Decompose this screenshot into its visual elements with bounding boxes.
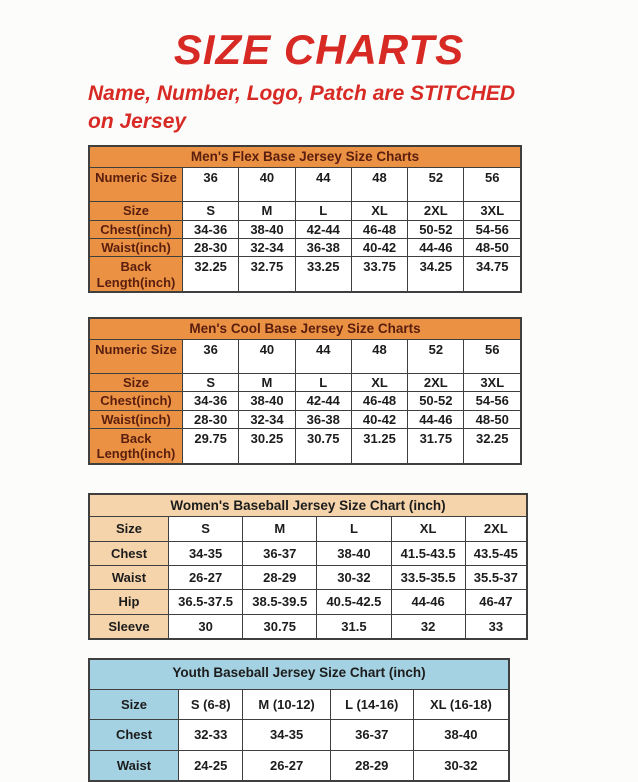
- table-row: [89, 339, 521, 373]
- size-cell: 26-27: [243, 750, 330, 781]
- row-label: Waist: [89, 566, 169, 590]
- size-cell: 28-29: [330, 750, 413, 781]
- row-label: Waist(inch): [89, 410, 183, 428]
- table-row: [89, 168, 521, 202]
- size-cell: 43.5-45: [465, 541, 527, 565]
- size-cell: L: [295, 373, 351, 391]
- subtitle-line-1: Name, Number, Logo, Patch are STITCHED: [88, 82, 516, 105]
- row-label: Chest(inch): [89, 220, 183, 238]
- size-cell: 38-40: [317, 541, 391, 565]
- size-cell: 40: [239, 168, 295, 202]
- size-cell: 56: [464, 168, 521, 202]
- table-row: [89, 410, 521, 428]
- size-cell: 36-37: [243, 541, 317, 565]
- table-row: [89, 566, 527, 590]
- subtitle-line-2: on Jersey: [88, 109, 187, 133]
- size-cell: 40-42: [351, 239, 407, 257]
- table-row: [89, 373, 521, 391]
- size-cell: 2XL: [465, 517, 527, 541]
- size-cell: 34-36: [183, 392, 239, 410]
- size-cell: 33: [465, 614, 527, 639]
- size-cell: 50-52: [408, 220, 464, 238]
- size-cell: 30.75: [243, 614, 317, 639]
- size-cell: 44-46: [408, 410, 464, 428]
- size-cell: 50-52: [408, 392, 464, 410]
- size-cell: 30-32: [413, 750, 509, 781]
- row-label: Back Length(inch): [89, 428, 183, 463]
- row-label: Size: [89, 690, 179, 720]
- size-cell: 42-44: [295, 220, 351, 238]
- size-cell: 38-40: [239, 220, 295, 238]
- table-title: Youth Baseball Jersey Size Chart (inch): [89, 659, 509, 689]
- size-cell: 34-36: [183, 220, 239, 238]
- size-cell: 44-46: [408, 239, 464, 257]
- table-title: Men's Cool Base Jersey Size Charts: [89, 318, 521, 339]
- size-cell: 52: [408, 339, 464, 373]
- size-cell: XL: [391, 517, 465, 541]
- size-cell: 34.75: [464, 257, 521, 292]
- size-cell: 2XL: [408, 202, 464, 220]
- size-cell: XL: [351, 373, 407, 391]
- size-cell: 44: [295, 168, 351, 202]
- size-cell: 3XL: [464, 202, 521, 220]
- size-cell: 46-47: [465, 590, 527, 614]
- size-cell: 48: [351, 339, 407, 373]
- size-cell: 48-50: [464, 239, 521, 257]
- size-cell: 24-25: [179, 750, 243, 781]
- row-label: Size: [89, 517, 169, 541]
- size-cell: 38-40: [413, 720, 509, 750]
- table-row: [89, 202, 521, 220]
- size-cell: 44: [295, 339, 351, 373]
- womens-baseball-size-table: [88, 493, 528, 641]
- size-cell: 34-35: [243, 720, 330, 750]
- size-cell: S: [183, 202, 239, 220]
- size-cell: 48-50: [464, 410, 521, 428]
- row-label: Numeric Size: [89, 339, 183, 373]
- size-cell: 33.75: [351, 257, 407, 292]
- size-cell: 36: [183, 339, 239, 373]
- size-cell: S: [183, 373, 239, 391]
- size-cell: 2XL: [408, 373, 464, 391]
- size-cell: 32-34: [239, 410, 295, 428]
- table-row: [89, 239, 521, 257]
- size-cell: 30.75: [295, 428, 351, 463]
- size-cell: 36.5-37.5: [169, 590, 243, 614]
- size-cell: 33.5-35.5: [391, 566, 465, 590]
- row-label: Size: [89, 202, 183, 220]
- size-cell: 56: [464, 339, 521, 373]
- table-row: [89, 750, 509, 781]
- size-cell: 41.5-43.5: [391, 541, 465, 565]
- table-title-row: [89, 318, 521, 339]
- row-label: Waist(inch): [89, 239, 183, 257]
- size-cell: M: [239, 202, 295, 220]
- size-cell: 33.25: [295, 257, 351, 292]
- table-row: [89, 517, 527, 541]
- size-cell: 30: [169, 614, 243, 639]
- size-cell: 31.25: [351, 428, 407, 463]
- size-charts-page: [0, 26, 638, 776]
- size-cell: XL (16-18): [413, 690, 509, 720]
- size-cell: 54-56: [464, 392, 521, 410]
- row-label: Numeric Size: [89, 168, 183, 202]
- size-cell: 29.75: [183, 428, 239, 463]
- size-cell: 30.25: [239, 428, 295, 463]
- row-label: Chest: [89, 541, 169, 565]
- size-cell: 34.25: [408, 257, 464, 292]
- size-cell: 28-30: [183, 410, 239, 428]
- size-cell: 38-40: [239, 392, 295, 410]
- table-title-row: [89, 659, 509, 689]
- table-title: Women's Baseball Jersey Size Chart (inch): [89, 494, 527, 517]
- table-row: [89, 257, 521, 292]
- row-label: Waist: [89, 750, 179, 781]
- row-label: Back Length(inch): [89, 257, 183, 292]
- size-cell: L (14-16): [330, 690, 413, 720]
- size-cell: S (6-8): [179, 690, 243, 720]
- table-row: [89, 541, 527, 565]
- size-cell: 28-29: [243, 566, 317, 590]
- size-cell: 52: [408, 168, 464, 202]
- size-cell: 35.5-37: [465, 566, 527, 590]
- size-cell: XL: [351, 202, 407, 220]
- youth-baseball-size-table: [88, 658, 510, 782]
- table-row: [89, 614, 527, 639]
- subtitle: [88, 80, 598, 135]
- table-row: [89, 392, 521, 410]
- size-cell: 46-48: [351, 392, 407, 410]
- size-cell: 40: [239, 339, 295, 373]
- size-cell: 32-33: [179, 720, 243, 750]
- row-label: Hip: [89, 590, 169, 614]
- size-cell: 54-56: [464, 220, 521, 238]
- size-cell: L: [317, 517, 391, 541]
- table-row: [89, 690, 509, 720]
- size-cell: 38.5-39.5: [243, 590, 317, 614]
- size-cell: 26-27: [169, 566, 243, 590]
- table-row: [89, 720, 509, 750]
- size-cell: 36-37: [330, 720, 413, 750]
- size-cell: 32.25: [183, 257, 239, 292]
- size-cell: 48: [351, 168, 407, 202]
- size-cell: 31.5: [317, 614, 391, 639]
- row-label: Sleeve: [89, 614, 169, 639]
- size-cell: 40.5-42.5: [317, 590, 391, 614]
- size-cell: 36: [183, 168, 239, 202]
- size-cell: 28-30: [183, 239, 239, 257]
- size-cell: 46-48: [351, 220, 407, 238]
- table-title-row: [89, 146, 521, 167]
- size-cell: 42-44: [295, 392, 351, 410]
- mens-cool-base-size-table: [88, 317, 522, 465]
- size-cell: M: [243, 517, 317, 541]
- row-label: Chest: [89, 720, 179, 750]
- size-cell: 32.25: [464, 428, 521, 463]
- size-cell: 34-35: [169, 541, 243, 565]
- size-cell: 44-46: [391, 590, 465, 614]
- row-label: Size: [89, 373, 183, 391]
- size-cell: M (10-12): [243, 690, 330, 720]
- size-cell: 32.75: [239, 257, 295, 292]
- size-cell: 3XL: [464, 373, 521, 391]
- size-cell: L: [295, 202, 351, 220]
- size-cell: 36-38: [295, 239, 351, 257]
- page-title: SIZE CHARTS: [173, 26, 465, 73]
- table-row: [89, 220, 521, 238]
- table-title-row: [89, 494, 527, 517]
- size-cell: S: [169, 517, 243, 541]
- size-cell: 30-32: [317, 566, 391, 590]
- size-cell: 32: [391, 614, 465, 639]
- table-row: [89, 590, 527, 614]
- table-title: Men's Flex Base Jersey Size Charts: [89, 146, 521, 167]
- size-cell: 31.75: [408, 428, 464, 463]
- size-cell: M: [239, 373, 295, 391]
- size-cell: 32-34: [239, 239, 295, 257]
- row-label: Chest(inch): [89, 392, 183, 410]
- size-cell: 36-38: [295, 410, 351, 428]
- size-cell: 40-42: [351, 410, 407, 428]
- mens-flex-base-size-table: [88, 145, 522, 293]
- table-row: [89, 428, 521, 463]
